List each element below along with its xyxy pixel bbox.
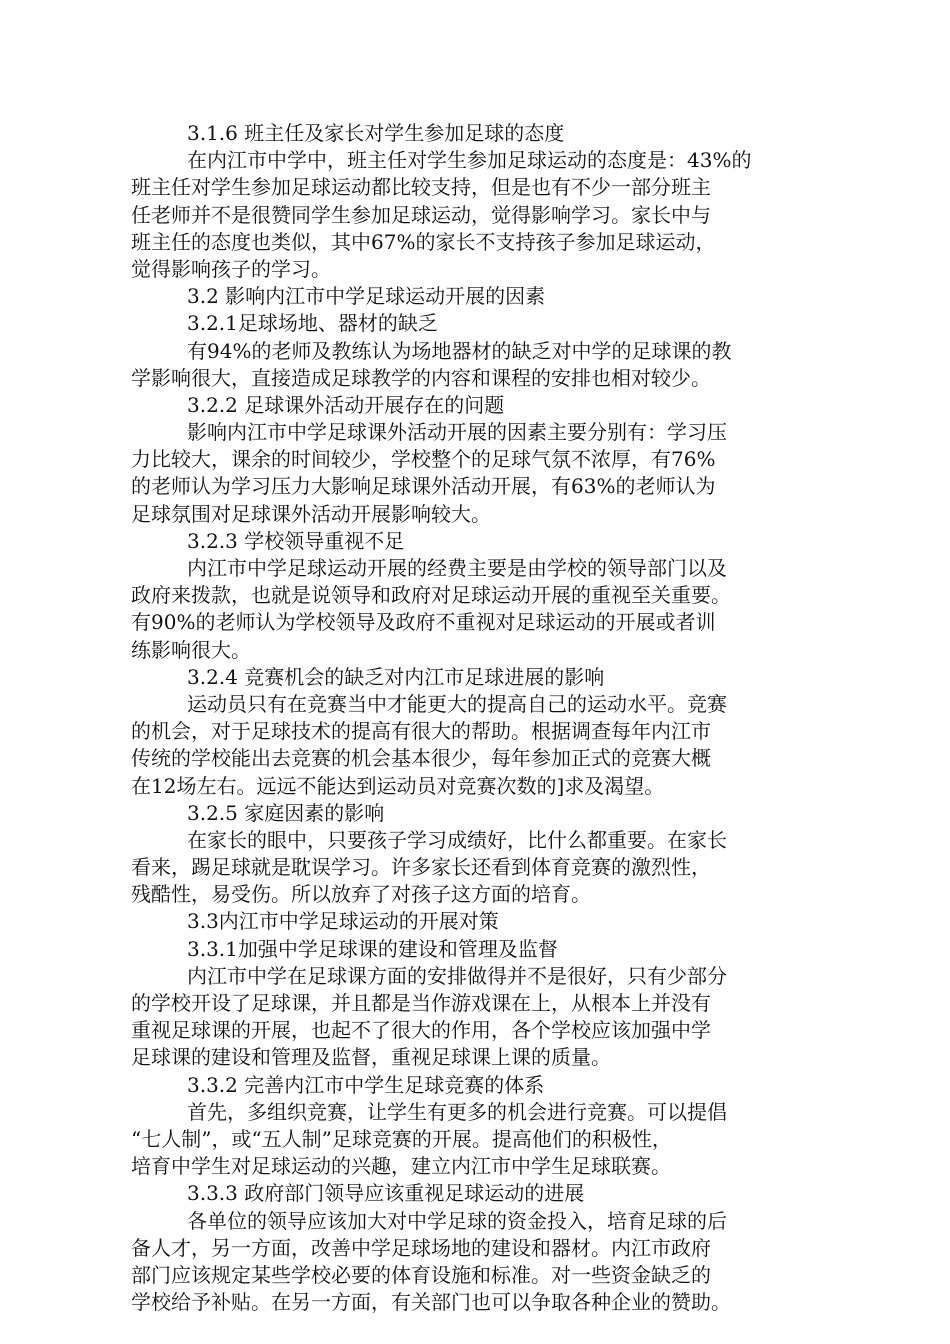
text-line: 的机会，对于足球技术的提高有很大的帮助。根据调查每年内江市 — [131, 719, 711, 744]
text-line: 残酷性，易受伤。所以放弃了对孩子这方面的培育。 — [131, 882, 591, 907]
text-line: 3.2.2 足球课外活动开展存在的问题 — [187, 392, 505, 417]
text-line: 3.2.3 学校领导重视不足 — [187, 528, 405, 553]
text-line: 学影响很大，直接造成足球教学的内容和课程的安排也相对较少。 — [131, 365, 711, 390]
text-line: 政府来拨款，也就是说领导和政府对足球运动开展的重视至关重要。 — [131, 583, 731, 608]
text-line: 任老师并不是很赞同学生参加足球运动，觉得影响学习。家长中与 — [131, 202, 711, 227]
text-line: 在内江市中学中，班主任对学生参加足球运动的态度是：43%的 — [187, 148, 752, 173]
text-line: 班主任对学生参加足球运动都比较支持，但是也有不少一部分班主 — [131, 175, 711, 200]
text-line: 3.2.5 家庭因素的影响 — [187, 800, 385, 825]
text-line: 在12场左右。远远不能达到运动员对竞赛次数的]求及渴望。 — [131, 773, 665, 798]
text-line: “七人制”，或“五人制”足球竞赛的开展。提高他们的积极性， — [131, 1126, 672, 1151]
text-line: 有90%的老师认为学校领导及政府不重视对足球运动的开展或者训 — [131, 610, 716, 635]
text-line: 3.3.2 完善内江市中学生足球竞赛的体系 — [187, 1072, 545, 1097]
text-line: 各单位的领导应该加大对中学足球的资金投入，培育足球的后 — [187, 1208, 727, 1233]
text-line: 部门应该规定某些学校必要的体育设施和标准。对一些资金缺乏的 — [131, 1262, 711, 1287]
text-line: 班主任的态度也类似，其中67%的家长不支持孩子参加足球运动， — [131, 229, 716, 254]
text-line: 学校给予补贴。在另一方面，有关部门也可以争取各种企业的赞助。 — [131, 1290, 731, 1315]
text-line: 3.3.3 政府部门领导应该重视足球运动的进展 — [187, 1181, 585, 1206]
text-line: 3.1.6 班主任及家长对学生参加足球的态度 — [187, 121, 565, 145]
text-line: 看来，踢足球就是耽误学习。许多家长还看到体育竞赛的激烈性， — [131, 855, 711, 880]
text-line: 力比较大，课余的时间较少，学校整个的足球气氛不浓厚，有76% — [131, 447, 716, 472]
text-line: 培育中学生对足球运动的兴趣，建立内江市中学生足球联赛。 — [131, 1154, 671, 1179]
text-line: 在家长的眼中，只要孩子学习成绩好，比什么都重要。在家长 — [187, 827, 727, 852]
text-line: 的老师认为学习压力大影响足球课外活动开展，有63%的老师认为 — [131, 474, 716, 499]
text-line: 重视足球课的开展，也起不了很大的作用，各个学校应该加强中学 — [131, 1018, 711, 1043]
text-line: 有94%的老师及教练认为场地器材的缺乏对中学的足球课的教 — [187, 338, 732, 363]
text-line: 备人才，另一方面，改善中学足球场地的建设和器材。内江市政府 — [131, 1235, 711, 1260]
text-line: 内江市中学足球运动开展的经费主要是由学校的领导部门以及 — [187, 556, 727, 580]
text-line: 3.3.1加强中学足球课的建设和管理及监督 — [187, 936, 558, 961]
text-line: 内江市中学在足球课方面的安排做得并不是很好，只有少部分 — [187, 963, 727, 988]
text-line: 练影响很大。 — [131, 637, 251, 662]
text-line: 足球课的建设和管理及监督，重视足球课上课的质量。 — [131, 1045, 611, 1070]
text-line: 影响内江市中学足球课外活动开展的因素主要分别有：学习压 — [187, 420, 727, 445]
text-line: 觉得影响孩子的学习。 — [131, 256, 331, 281]
text-line: 运动员只有在竞赛当中才能更大的提高自己的运动水平。竞赛 — [187, 691, 727, 716]
text-line: 3.2.1足球场地、器材的缺乏 — [187, 311, 438, 336]
text-line: 的学校开设了足球课，并且都是当作游戏课在上，从根本上并没有 — [131, 991, 711, 1015]
text-line: 足球氛围对足球课外活动开展影响较大。 — [131, 501, 491, 526]
text-line: 3.3内江市中学足球运动的开展对策 — [187, 909, 499, 934]
text-line: 3.2 影响内江市中学足球运动开展的因素 — [187, 284, 546, 309]
text-line: 传统的学校能出去竞赛的机会基本很少，每年参加正式的竞赛大概 — [131, 746, 711, 771]
document-body — [131, 120, 821, 1316]
text-line: 首先，多组织竞赛，让学生有更多的机会进行竞赛。可以提倡 — [187, 1099, 727, 1124]
text-line: 3.2.4 竞赛机会的缺乏对内江市足球进展的影响 — [187, 664, 605, 689]
